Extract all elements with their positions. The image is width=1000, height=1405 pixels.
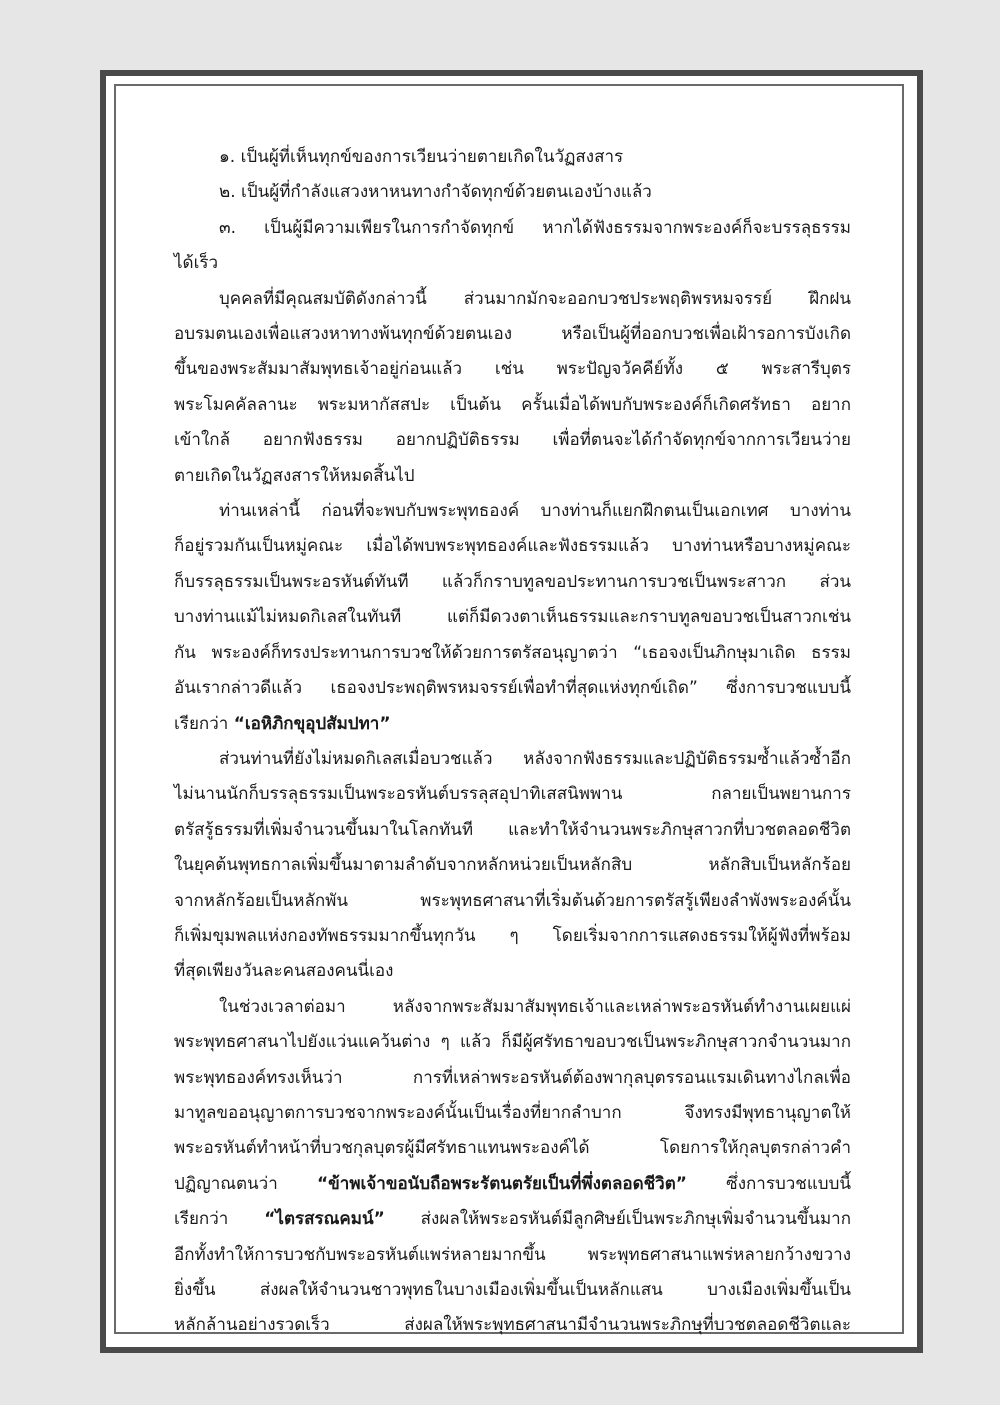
- text-line: ในยุคต้นพุทธกาลเพิ่มขึ้นมาตามลำดับจากหลักหน่วยเป็นหลักสิบ หลักสิบเป็นหลักร้อย: [174, 855, 851, 876]
- text-line: ส่วนท่านที่ยังไม่หมดกิเลสเมื่อบวชแล้ว หลังจากฟังธรรมและปฏิบัติธรรมซ้ำแล้วซ้ำอีก: [219, 748, 851, 769]
- text-line: บุคคลที่มีคุณสมบัติดังกล่าวนี้ ส่วนมากมักจะออกบวชประพฤติพรหมจรรย์ ฝึกฝน: [219, 288, 851, 309]
- text-line: อันเรากล่าวดีแล้ว เธอจงประพฤติพรหมจรรย์เพื่อทำที่สุดแห่งทุกข์เถิด” ซึ่งการบวชแบบนี้: [174, 678, 851, 699]
- text-line: ยิ่งขึ้น ส่งผลให้จำนวนชาวพุทธในบางเมืองเพิ่มขึ้นเป็นหลักแสน บางเมืองเพิ่มขึ้นเป็น: [174, 1280, 851, 1300]
- text-line: ได้เร็ว: [174, 253, 219, 274]
- text-line: บางท่านแม้ไม่หมดกิเลสในทันที แต่ก็มีดวงตาเห็นธรรมและกราบทูลขอบวชเป็นสาวกเช่น: [174, 607, 851, 628]
- text-line: เรียกว่า “ไตรสรณคมน์” ส่งผลให้พระอรหันต์มีลูกศิษย์เป็นพระภิกษุเพิ่มจำนวนขึ้นมาก: [174, 1209, 851, 1230]
- text-line: ปฏิญาณตนว่า “ข้าพเจ้าขอนับถือพระรัตนตรัยเป็นที่พึ่งตลอดชีวิต” ซึ่งการบวชแบบนี้: [174, 1173, 851, 1194]
- text-line: ที่สุดเพียงวันละคนสองคนนี่เอง: [174, 961, 394, 982]
- text-line: อีกทั้งทำให้การบวชกับพระอรหันต์แพร่หลายมากขึ้น พระพุทธศาสนาแพร่หลายกว้างขวาง: [174, 1244, 851, 1265]
- text-line: หลักล้านอย่างรวดเร็ว ส่งผลให้พระพุทธศาสนามีจำนวนพระภิกษุที่บวชตลอดชีวิตและ: [174, 1315, 851, 1336]
- numbered-item-1: [174, 140, 851, 175]
- paragraph-qualified-persons: [174, 282, 851, 494]
- text-line: เรียกว่า “เอหิภิกขุอุปสัมปทา”: [174, 713, 391, 734]
- numbered-item-2: [174, 175, 851, 210]
- text-line: ก็บรรลุธรรมเป็นพระอรหันต์ทันที แล้วก็กราบทูลขอประทานการบวชเป็นพระสาวก ส่วน: [174, 571, 851, 592]
- text-line: ๒. เป็นผู้ที่กำลังแสวงหาหนทางกำจัดทุกข์ด้วยตนเองบ้างแล้ว: [219, 182, 652, 203]
- text-line: กัน พระองค์ก็ทรงประทานการบวชให้ด้วยการตรัสอนุญาตว่า “เธอจงเป็นภิกษุมาเถิด ธรรม: [174, 642, 851, 663]
- paragraph-tisarana: [174, 990, 851, 1344]
- text-line: ในช่วงเวลาต่อมา หลังจากพระสัมมาสัมพุทธเจ้าและเหล่าพระอรหันต์ทำงานเผยแผ่: [219, 996, 851, 1017]
- text-line: มาทูลขออนุญาตการบวชจากพระองค์นั้นเป็นเรื่องที่ยากลำบาก จึงทรงมีพุทธานุญาตให้: [174, 1102, 851, 1123]
- text-line: ไม่นานนักก็บรรลุธรรมเป็นพระอรหันต์บรรลุสอุปาทิเสสนิพพาน กลายเป็นพยานการ: [174, 784, 851, 805]
- text-line: ก็อยู่รวมกันเป็นหมู่คณะ เมื่อได้พบพระพุทธองค์และฟังธรรมแล้ว บางท่านหรือบางหมู่คณะ: [174, 536, 851, 557]
- numbered-item-3: [174, 211, 851, 282]
- text-line: พระโมคคัลลานะ พระมหากัสสปะ เป็นต้น ครั้นเมื่อได้พบกับพระองค์ก็เกิดศรัทธา อยาก: [174, 394, 851, 415]
- text-line: พระพุทธศาสนาไปยังแว่นแคว้นต่าง ๆ แล้ว ก็มีผู้ศรัทธาขอบวชเป็นพระภิกษุสาวกจำนวนมาก: [174, 1032, 851, 1053]
- text-line: ตายเกิดในวัฏสงสารให้หมดสิ้นไป: [174, 465, 415, 486]
- text-line: อบรมตนเองเพื่อแสวงหาทางพ้นทุกข์ด้วยตนเอง หรือเป็นผู้ที่ออกบวชเพื่อเฝ้ารอการบังเกิด: [174, 324, 851, 345]
- text-line: เข้าใกล้ อยากฟังธรรม อยากปฏิบัติธรรม เพื่อที่ตนจะได้กำจัดทุกข์จากการเวียนว่าย: [174, 430, 851, 451]
- text-line: จากหลักร้อยเป็นหลักพัน พระพุทธศาสนาที่เริ่มต้นด้วยการตรัสรู้เพียงลำพังพระองค์นั้น: [174, 890, 851, 911]
- text-line: ๓. เป็นผู้มีความเพียรในการกำจัดทุกข์ หากได้ฟังธรรมจากพระองค์ก็จะบรรลุธรรม: [219, 217, 851, 238]
- text-line: ก็เพิ่มขุมพลแห่งกองทัพธรรมมากขึ้นทุกวัน ๆ โดยเริ่มจากการแสดงธรรมให้ผู้ฟังที่พร้อม: [174, 925, 851, 946]
- bold-term: “เอหิภิกขุอุปสัมปทา”: [233, 713, 391, 734]
- text-line: ขึ้นของพระสัมมาสัมพุทธเจ้าอยู่ก่อนแล้ว เช่น พระปัญจวัคคีย์ทั้ง ๕ พระสารีบุตร: [174, 359, 851, 380]
- text-line: ท่านเหล่านี้ ก่อนที่จะพบกับพระพุทธองค์ บางท่านก็แยกฝึกตนเป็นเอกเทศ บางท่าน: [219, 501, 851, 522]
- bold-term: “ไตรสรณคมน์”: [264, 1209, 385, 1230]
- text-line: พระอรหันต์ทำหน้าที่บวชกุลบุตรผู้มีศรัทธาแทนพระองค์ได้ โดยการให้กุลบุตรกล่าวคำ: [174, 1138, 851, 1159]
- page-body-text: [174, 140, 851, 1344]
- text-line: ตรัสรู้ธรรมที่เพิ่มจำนวนขึ้นมาในโลกทันที และทำให้จำนวนพระภิกษุสาวกที่บวชตลอดชีวิต: [174, 819, 851, 840]
- bold-term: “ข้าพเจ้าขอนับถือพระรัตนตรัยเป็นที่พึ่งตลอดชีวิต”: [316, 1173, 687, 1194]
- paragraph-arahants-growth: [174, 742, 851, 990]
- text-line: พระพุทธองค์ทรงเห็นว่า การที่เหล่าพระอรหันต์ต้องพากุลบุตรรอนแรมเดินทางไกลเพื่อ: [174, 1067, 851, 1088]
- paragraph-ehi-bhikkhu: [174, 494, 851, 742]
- text-line: ๑. เป็นผู้ที่เห็นทุกข์ของการเวียนว่ายตายเกิดในวัฏสงสาร: [219, 147, 624, 167]
